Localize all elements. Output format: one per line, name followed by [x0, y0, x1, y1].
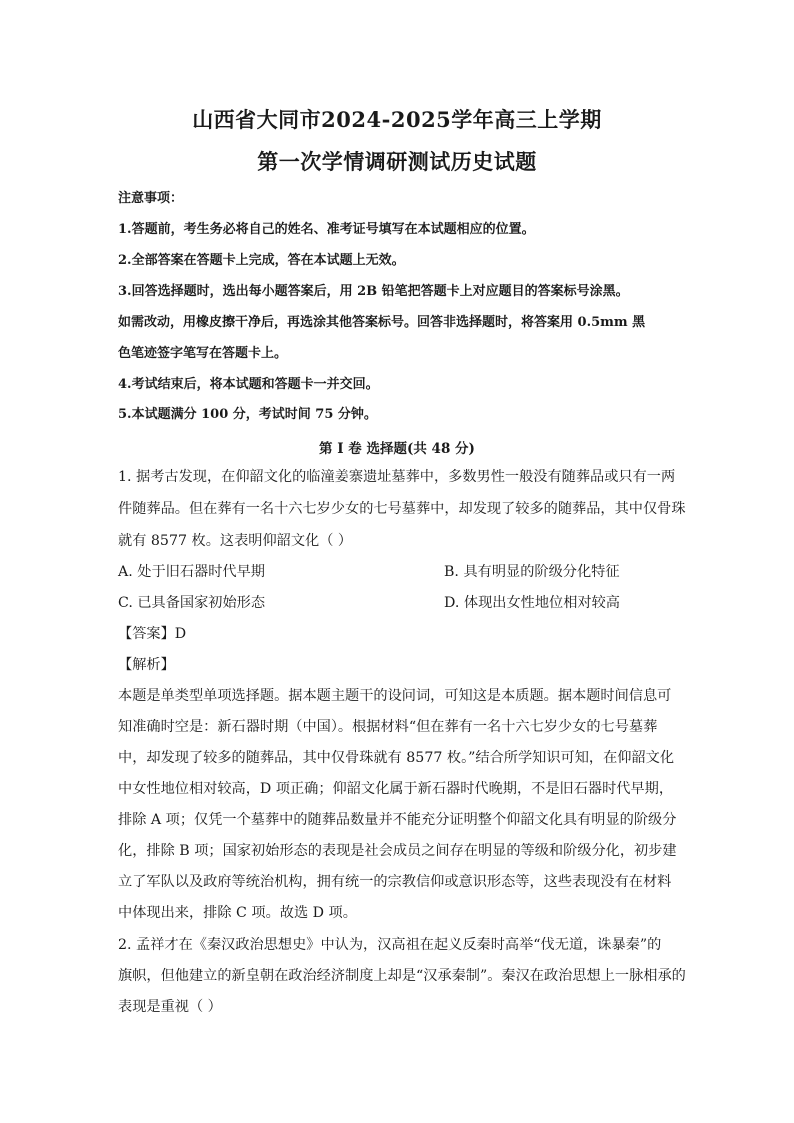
- analysis-line: 立了军队以及政府等统治机构，拥有统一的宗教信仰或意识形态等，这些表现没有在材料: [118, 874, 672, 890]
- analysis-heading: 【解析】: [118, 657, 175, 673]
- analysis-line: 排除 A 项；仅凭一个墓葬中的随葬品数量并不能充分证明整个仰韶文化具有明显的阶级分: [118, 812, 677, 828]
- question-stem-line: 旗帜，但他建立的新皇朝在政治经济制度上却是“汉承秦制”。秦汉在政治思想上一脉相承的: [118, 968, 686, 984]
- analysis-line: 中女性地位相对较高，D 项正确；仰韶文化属于新石器时代晚期，不是旧石器时代早期，: [118, 781, 674, 797]
- analysis-line: 中，却发现了较多的随葬品，其中仅骨珠就有 8577 枚。”结合所学知识可知，在仰韶文化: [118, 750, 675, 766]
- analysis-line: 中体现出来，排除 C 项。故选 D 项。: [118, 905, 357, 921]
- notice-line: 色笔迹签字笔写在答题卡上。: [118, 346, 288, 361]
- notice-heading: 注意事项：: [118, 191, 184, 206]
- analysis-line: 知准确时空是：新石器时期（中国）。根据材料“但在葬有一名十六七岁少女的七号墓葬: [118, 719, 658, 735]
- question-stem-line: 1. 据考古发现，在仰韶文化的临潼姜寨遗址墓葬中，多数男性一般没有随葬品或只有一两: [118, 469, 676, 485]
- document-title-line-2: 第一次学情调研测试历史试题: [257, 149, 537, 174]
- analysis-line: 本题是单类型单项选择题。据本题主题干的设问词，可知这是本质题。据本题时间信息可: [118, 688, 672, 704]
- analysis-line: 化，排除 B 项；国家初始形态的表现是社会成员之间存在明显的等级和阶级分化，初步建: [118, 843, 677, 859]
- question-stem-line: 表现是重视（ ）: [118, 999, 222, 1015]
- question-stem-line: 2. 孟祥才在《秦汉政治思想史》中认为，汉高祖在起义反秦时高举“伐无道，诛暴秦”的: [118, 937, 662, 953]
- question-stem-line: 件随葬品。但在葬有一名十六七岁少女的七号墓葬中，却发现了较多的随葬品，其中仅骨珠: [118, 501, 686, 517]
- notice-line: 2.全部答案在答题卡上完成，答在本试题上无效。: [118, 253, 405, 268]
- notice-line: 3.回答选择题时，选出每小题答案后，用 2B 铅笔把答题卡上对应题目的答案标号涂黑。: [118, 284, 629, 299]
- document-title-line-1: 山西省大同市2024-2025学年高三上学期: [192, 107, 602, 132]
- notice-line: 1.答题前，考生务必将自己的姓名、准考证号填写在本试题相应的位置。: [118, 222, 535, 237]
- option-b: B. 具有明显的阶级分化特征: [444, 564, 620, 580]
- notice-line: 5.本试题满分 100 分，考试时间 75 分钟。: [118, 407, 377, 422]
- answer-label: 【答案】D: [118, 626, 187, 642]
- option-a: A. 处于旧石器时代早期: [118, 564, 265, 580]
- notice-line: 如需改动，用橡皮擦干净后，再选涂其他答案标号。回答非选择题时，将答案用 0.5mm 黑: [118, 315, 646, 330]
- section-title: 第 I 卷 选择题(共 48 分): [319, 441, 475, 457]
- notice-line: 4.考试结束后，将本试题和答题卡一并交回。: [118, 377, 379, 392]
- option-d: D. 体现出女性地位相对较高: [444, 595, 620, 611]
- question-stem-line: 就有 8577 枚。这表明仰韶文化（ ）: [118, 533, 353, 549]
- option-c: C. 已具备国家初始形态: [118, 595, 266, 611]
